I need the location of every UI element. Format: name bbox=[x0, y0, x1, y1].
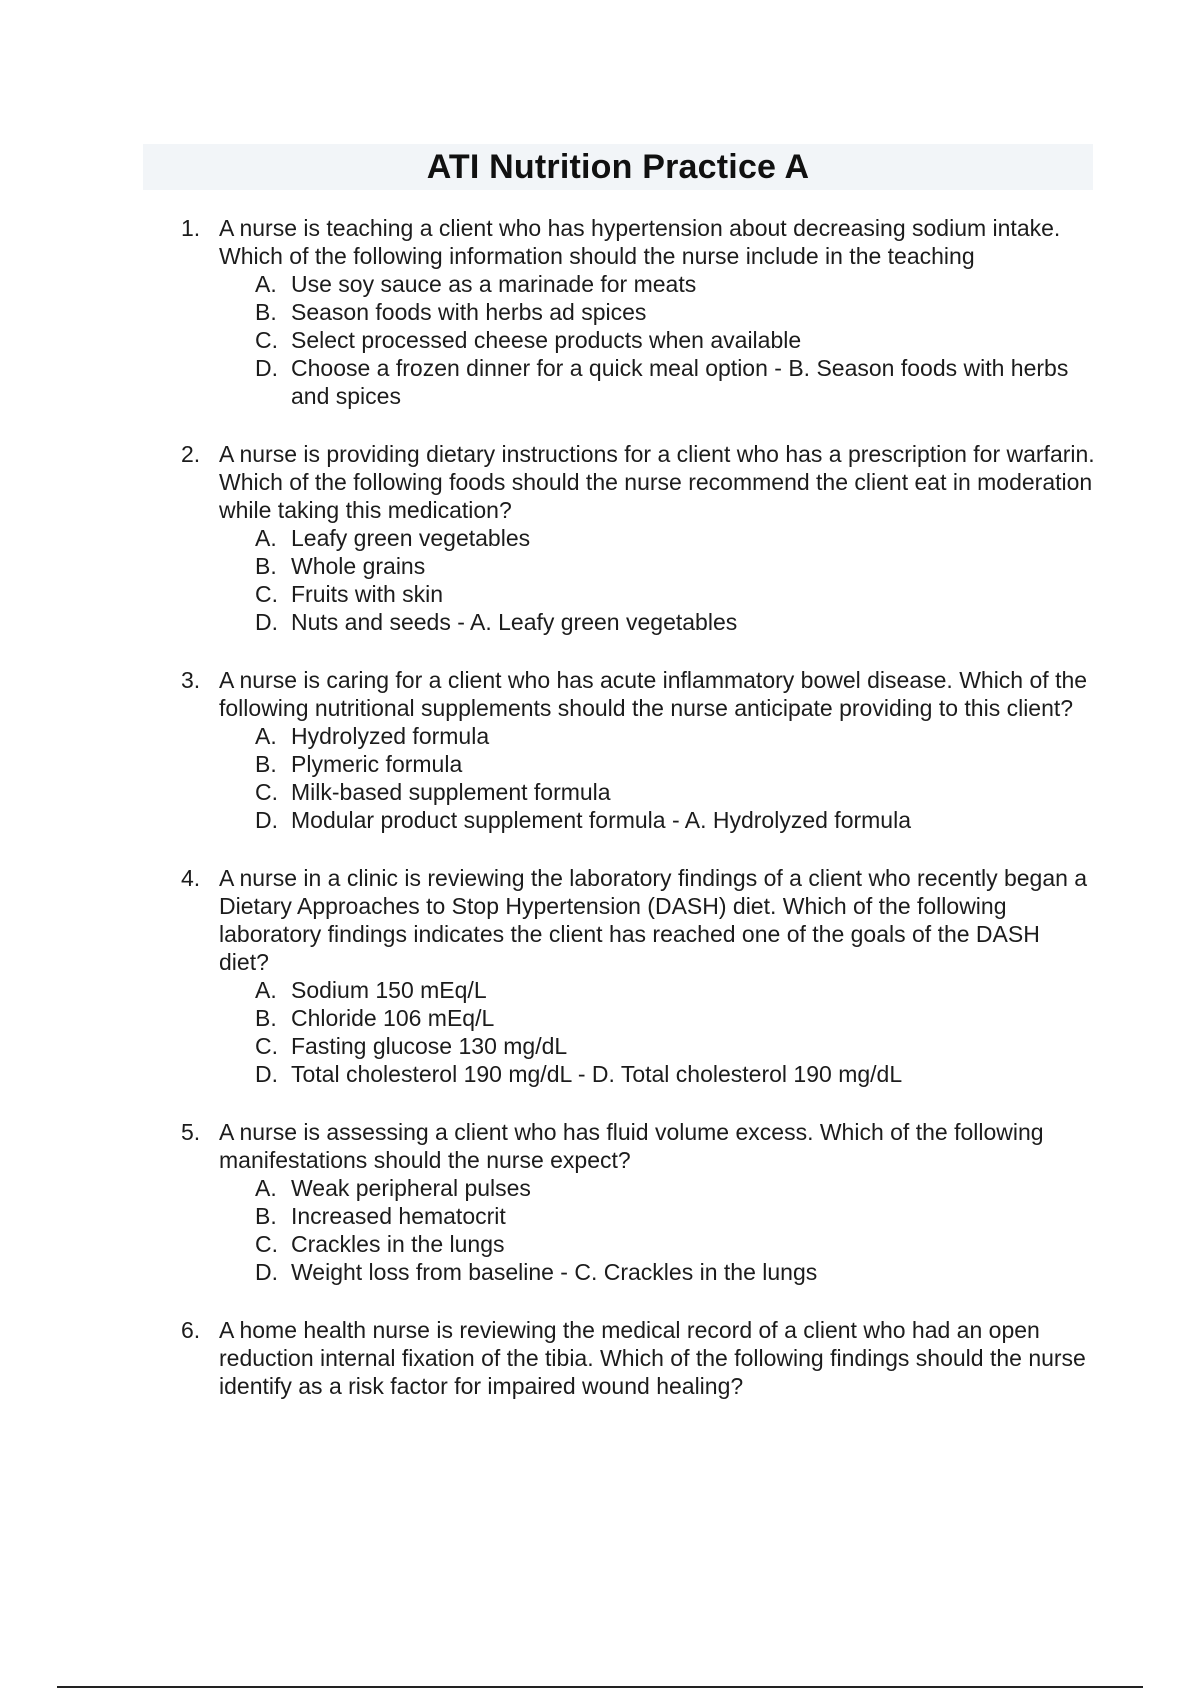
question-list bbox=[175, 214, 1095, 1430]
page-title: ATI Nutrition Practice A bbox=[426, 147, 810, 186]
option-letter: B. bbox=[255, 1203, 277, 1229]
answer-option bbox=[255, 976, 1095, 1004]
option-list bbox=[219, 976, 1095, 1088]
question-number: 1. bbox=[181, 215, 201, 241]
answer-option bbox=[255, 1258, 1095, 1286]
question-text: A nurse is teaching a client who has hypertension about decreasing sodium intake. Which of the following information should the nurse include in the teaching bbox=[219, 215, 1061, 269]
question-number: 3. bbox=[181, 667, 201, 693]
option-text: Weak peripheral pulses bbox=[291, 1175, 531, 1201]
option-list bbox=[219, 1174, 1095, 1286]
question-number: 6. bbox=[181, 1317, 201, 1343]
option-text: Whole grains bbox=[291, 553, 426, 579]
answer-option bbox=[255, 1004, 1095, 1032]
question-number: 5. bbox=[181, 1119, 201, 1145]
option-letter: A. bbox=[255, 1175, 277, 1201]
option-letter: D. bbox=[255, 609, 278, 635]
option-text: Season foods with herbs ad spices bbox=[291, 299, 647, 325]
answer-option bbox=[255, 580, 1095, 608]
option-letter: D. bbox=[255, 1061, 278, 1087]
answer-option bbox=[255, 722, 1095, 750]
option-letter: D. bbox=[255, 1259, 278, 1285]
option-text: Plymeric formula bbox=[291, 751, 463, 777]
answer-option bbox=[255, 778, 1095, 806]
option-letter: C. bbox=[255, 779, 278, 805]
option-letter: C. bbox=[255, 327, 278, 353]
option-letter: C. bbox=[255, 581, 278, 607]
answer-option bbox=[255, 326, 1095, 354]
answer-option bbox=[255, 298, 1095, 326]
question-item bbox=[175, 214, 1095, 410]
option-letter: C. bbox=[255, 1033, 278, 1059]
answer-option bbox=[255, 750, 1095, 778]
option-text: Use soy sauce as a marinade for meats bbox=[291, 271, 697, 297]
title-banner bbox=[143, 144, 1093, 190]
option-text: Sodium 150 mEq/L bbox=[291, 977, 487, 1003]
answer-option bbox=[255, 270, 1095, 298]
option-text: Crackles in the lungs bbox=[291, 1231, 505, 1257]
question-number: 2. bbox=[181, 441, 201, 467]
option-letter: B. bbox=[255, 299, 277, 325]
option-letter: C. bbox=[255, 1231, 278, 1257]
question-text: A nurse is assessing a client who has fluid volume excess. Which of the following manifestations should the nurse expect? bbox=[219, 1119, 1044, 1173]
question-item bbox=[175, 1316, 1095, 1400]
option-text: Weight loss from baseline - C. Crackles in the lungs bbox=[291, 1259, 818, 1285]
answer-option bbox=[255, 806, 1095, 834]
answer-option bbox=[255, 1202, 1095, 1230]
answer-option bbox=[255, 1230, 1095, 1258]
option-letter: B. bbox=[255, 751, 277, 777]
option-text: Chloride 106 mEq/L bbox=[291, 1005, 495, 1031]
answer-option bbox=[255, 1060, 1095, 1088]
option-list bbox=[219, 524, 1095, 636]
option-text: Nuts and seeds - A. Leafy green vegetables bbox=[291, 609, 738, 635]
question-text: A nurse is caring for a client who has acute inflammatory bowel disease. Which of the following nutritional supplements should the nurse anticipate providing to this client? bbox=[219, 667, 1088, 721]
footer-divider bbox=[57, 1686, 1143, 1688]
option-letter: A. bbox=[255, 525, 277, 551]
option-letter: D. bbox=[255, 807, 278, 833]
answer-option bbox=[255, 1032, 1095, 1060]
option-list bbox=[219, 270, 1095, 410]
option-letter: D. bbox=[255, 355, 278, 381]
option-text: Select processed cheese products when available bbox=[291, 327, 802, 353]
option-text: Leafy green vegetables bbox=[291, 525, 531, 551]
question-item bbox=[175, 440, 1095, 636]
option-text: Fruits with skin bbox=[291, 581, 444, 607]
answer-option bbox=[255, 524, 1095, 552]
answer-option bbox=[255, 552, 1095, 580]
option-text: Choose a frozen dinner for a quick meal option - B. Season foods with herbs and spices bbox=[291, 355, 1069, 409]
answer-option bbox=[255, 608, 1095, 636]
option-letter: B. bbox=[255, 1005, 277, 1031]
option-letter: A. bbox=[255, 977, 277, 1003]
question-text: A home health nurse is reviewing the medical record of a client who had an open reduction internal fixation of the tibia. Which of the following findings should the nurse identify as a risk factor for impaired wound healing? bbox=[219, 1317, 1086, 1399]
option-text: Increased hematocrit bbox=[291, 1203, 506, 1229]
question-item bbox=[175, 666, 1095, 834]
option-text: Modular product supplement formula - A. Hydrolyzed formula bbox=[291, 807, 912, 833]
question-item bbox=[175, 864, 1095, 1088]
option-letter: A. bbox=[255, 723, 277, 749]
option-text: Milk-based supplement formula bbox=[291, 779, 611, 805]
question-item bbox=[175, 1118, 1095, 1286]
question-text: A nurse in a clinic is reviewing the laboratory findings of a client who recently began a Dietary Approaches to Stop Hypertension (DASH) diet. Which of the following laboratory findings indicates the client has reached one of the goals of the DASH diet? bbox=[219, 865, 1088, 975]
option-text: Hydrolyzed formula bbox=[291, 723, 490, 749]
option-text: Fasting glucose 130 mg/dL bbox=[291, 1033, 568, 1059]
option-letter: A. bbox=[255, 271, 277, 297]
option-letter: B. bbox=[255, 553, 277, 579]
answer-option bbox=[255, 1174, 1095, 1202]
option-list bbox=[219, 722, 1095, 834]
question-number: 4. bbox=[181, 865, 201, 891]
option-text: Total cholesterol 190 mg/dL - D. Total cholesterol 190 mg/dL bbox=[291, 1061, 903, 1087]
answer-option bbox=[255, 354, 1095, 410]
question-text: A nurse is providing dietary instructions for a client who has a prescription for warfarin. Which of the following foods should the nurse recommend the client eat in moderation while taking this medication? bbox=[219, 441, 1095, 523]
